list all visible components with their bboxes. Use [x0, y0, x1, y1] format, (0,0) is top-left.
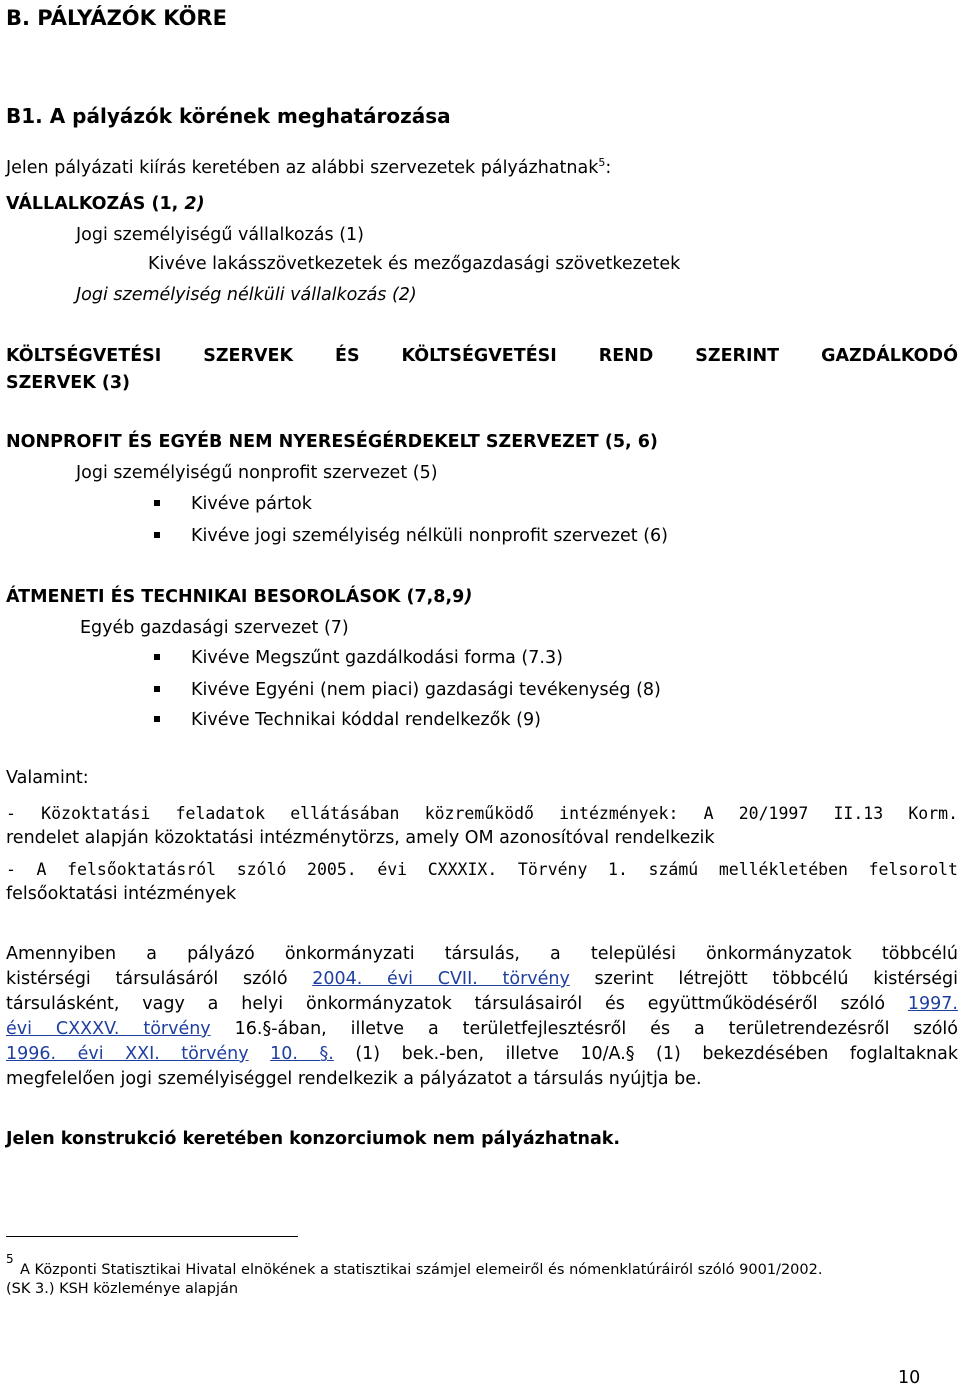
vallalkozas-heading: VÁLLALKOZÁS (1, 2): [6, 194, 205, 214]
valamint-item-1-line-1: - Közoktatási feladatok ellátásában közreműködő intézmények: A 20/1997 II.13 Korm.: [6, 804, 958, 823]
link-1997-evi-cxxxv-torveny-cont[interactable]: évi CXXXV. törvény: [6, 1019, 211, 1039]
bullet-icon: [154, 500, 160, 506]
tarsulas-line-3: társulásként, vagy a helyi önkormányzatok társulásairól és együttműködéséről szóló 1997.: [6, 994, 958, 1014]
atmeneti-exception-3: Kivéve Technikai kóddal rendelkezők (9): [191, 710, 541, 730]
atmeneti-exception-1: Kivéve Megszűnt gazdálkodási forma (7.3): [191, 648, 563, 668]
tarsulas-line-4: évi CXXXV. törvény 16.§-ában, illetve a területfejlesztésről és a területrendezésről szóló: [6, 1019, 958, 1039]
tarsulas-line-5: 1996. évi XXI. törvény 10. §. (1) bek.-ben, illetve 10/A.§ (1) bekezdésében foglaltaknak: [6, 1044, 958, 1064]
vallalkozas-item-1: Jogi személyiségű vállalkozás (1): [76, 225, 364, 245]
valamint-item-1-line-2: rendelet alapján közoktatási intézménytörzs, amely OM azonosítóval rendelkezik: [6, 828, 715, 848]
valamint-item-2-line-1: - A felsőoktatásról szóló 2005. évi CXXXIX. Törvény 1. számú mellékletében felsorolt: [6, 860, 958, 879]
valamint-label: Valamint:: [6, 768, 89, 788]
bullet-icon: [154, 686, 160, 692]
konzorcium-notice: Jelen konstrukció keretében konzorciumok nem pályázhatnak.: [6, 1129, 621, 1149]
footnote-ref[interactable]: 5: [598, 156, 606, 169]
bullet-icon: [154, 716, 160, 722]
nonprofit-exception-2: Kivéve jogi személyiség nélküli nonprofit szervezet (6): [191, 526, 668, 546]
bullet-icon: [154, 532, 160, 538]
link-10-paragrafus[interactable]: 10. §.: [270, 1044, 334, 1064]
tarsulas-line-1: Amennyiben a pályázó önkormányzati társulás, a települési önkormányzatok többcélú: [6, 944, 958, 964]
nonprofit-heading: NONPROFIT ÉS EGYÉB NEM NYERESÉGÉRDEKELT SZERVEZET (5, 6): [6, 432, 658, 452]
bullet-icon: [154, 654, 160, 660]
nonprofit-exception-1: Kivéve pártok: [191, 494, 312, 514]
subsection-title: B1. A pályázók körének meghatározása: [6, 104, 451, 128]
valamint-item-2-line-2: felsőoktatási intézmények: [6, 884, 237, 904]
page-number: 10: [898, 1368, 921, 1388]
link-1997-evi-cxxxv-torveny[interactable]: 1997.: [907, 994, 958, 1014]
footnote-separator: [6, 1236, 298, 1237]
footnote-number: 5: [6, 1252, 14, 1266]
section-title: B. PÁLYÁZÓK KÖRE: [6, 6, 227, 30]
tarsulas-line-6: megfelelően jogi személyiséggel rendelkezik a pályázatot a társulás nyújtja be.: [6, 1069, 702, 1089]
link-2004-evi-cvii-torveny[interactable]: 2004. évi CVII. törvény: [312, 969, 570, 989]
footnote-line-2: (SK 3.) KSH közleménye alapján: [6, 1281, 239, 1297]
atmeneti-item: Egyéb gazdasági szervezet (7): [80, 618, 349, 638]
atmeneti-heading: ÁTMENETI ÉS TECHNIKAI BESOROLÁSOK (7,8,9): [6, 587, 473, 607]
link-1996-evi-xxi-torveny[interactable]: 1996. évi XXI. törvény: [6, 1044, 249, 1064]
atmeneti-exception-2: Kivéve Egyéni (nem piaci) gazdasági tevékenység (8): [191, 680, 661, 700]
tarsulas-line-2: kistérségi társulásáról szóló 2004. évi CVII. törvény szerint létrejött többcélú kistérségi: [6, 969, 959, 989]
koltsegvetesi-heading-line1: KÖLTSÉGVETÉSI SZERVEK ÉS KÖLTSÉGVETÉSI REND SZERINT GAZDÁLKODÓ: [6, 346, 958, 366]
nonprofit-item: Jogi személyiségű nonprofit szervezet (5): [76, 463, 438, 483]
vallalkozas-item-1-exception: Kivéve lakásszövetkezetek és mezőgazdasági szövetkezetek: [148, 254, 681, 274]
intro-text: Jelen pályázati kiírás keretében az alábbi szervezetek pályázhatnak$^5$:: [6, 156, 612, 178]
vallalkozas-item-2: Jogi személyiség nélküli vállalkozás (2): [76, 285, 417, 305]
koltsegvetesi-heading-line2: SZERVEK (3): [6, 373, 131, 393]
footnote-line-1: A Központi Statisztikai Hivatal elnökének a statisztikai számjel elemeiről és nómenklatúráiról szóló 9001/2002.: [20, 1262, 823, 1278]
